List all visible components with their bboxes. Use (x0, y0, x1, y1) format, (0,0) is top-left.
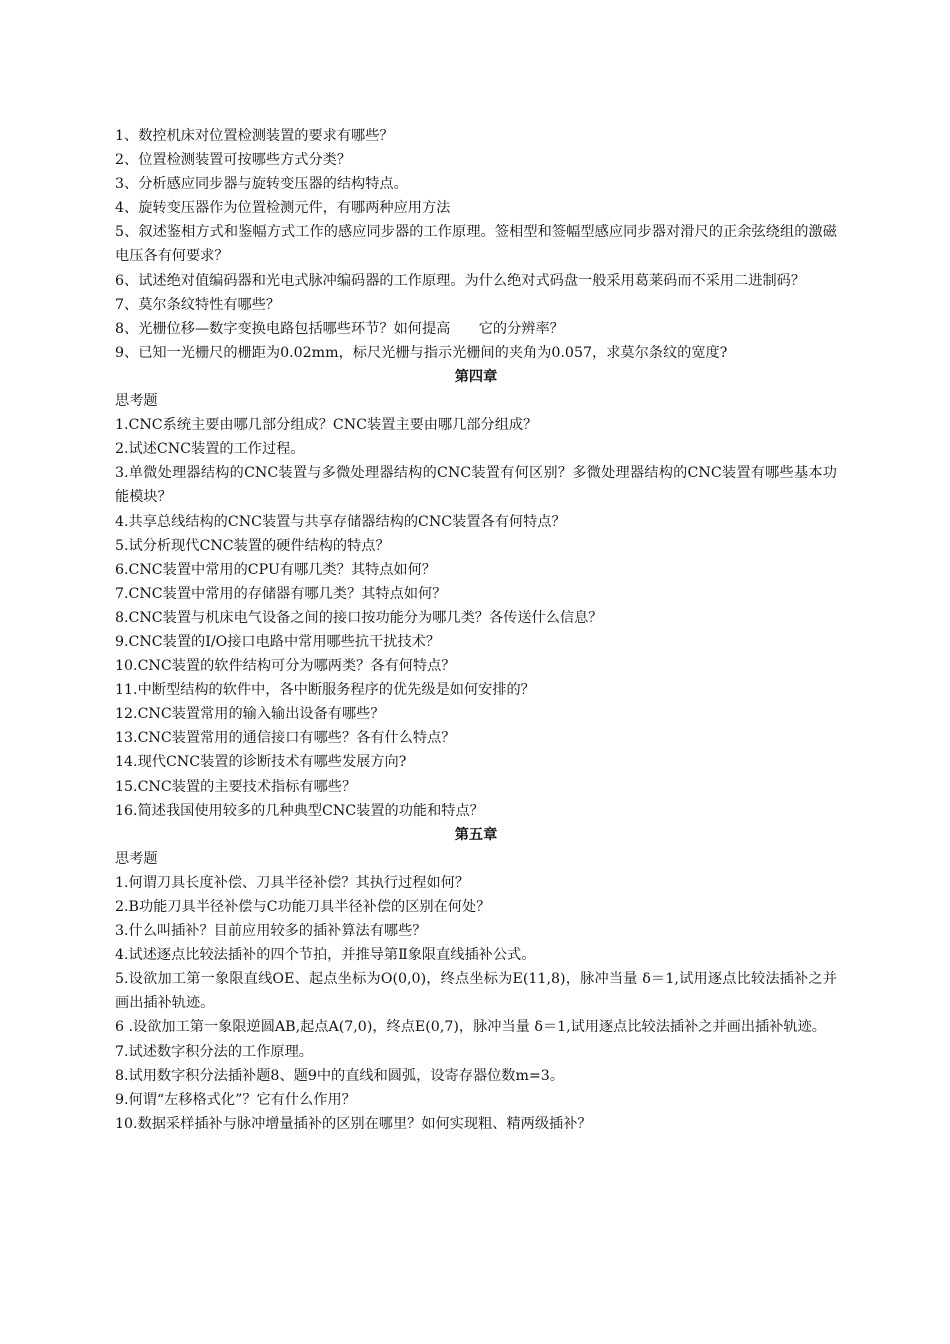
chapter5-title: 第五章 (454, 826, 498, 843)
question-item: 8.CNC装置与机床电气设备之间的接口按功能分为哪几类？各传送什么信息？ (115, 609, 603, 626)
question-item: 15.CNC装置的主要技术指标有哪些？ (115, 778, 357, 795)
question-item: 1、数控机床对位置检测装置的要求有哪些？ (115, 128, 394, 144)
chapter4-question-list (115, 413, 837, 823)
question-item: 5.试分析现代CNC装置的硬件结构的特点？ (115, 537, 390, 554)
question-item: 10.数据采样插补与脉冲增量插补的区别在哪里？如何实现粗、精两级插补？ (115, 1115, 592, 1132)
question-item: 1.何谓刀具长度补偿、刀具半径补偿？其执行过程如何？ (115, 874, 470, 891)
question-item: 2.B功能刀具半径补偿与C功能刀具半径补偿的区别在何处？ (115, 899, 491, 915)
question-item: 14.现代CNC装置的诊断技术有哪些发展方向? (115, 754, 407, 771)
question-item: 8、光栅位移—数字变换电路包括哪些环节？如何提高 它的分辨率？ (115, 320, 564, 337)
question-item: 7、莫尔条纹特性有哪些？ (115, 296, 281, 313)
question-item: 9.CNC装置的I/O接口电路中常用哪些抗干扰技术？ (115, 633, 441, 650)
question-item: 7.试述数字积分法的工作原理。 (115, 1043, 313, 1060)
question-item: 13.CNC装置常用的通信接口有哪些？各有什么特点？ (115, 730, 456, 747)
question-item: 4、旋转变压器作为位置检测元件，有哪两种应用方法 (115, 200, 451, 217)
chapter5-subtitle: 思考题 (115, 850, 158, 867)
question-item: 6.CNC装置中常用的CPU有哪几类？其特点如何？ (115, 561, 436, 578)
question-item: 4.共享总线结构的CNC装置与共享存储器结构的CNC装置各有何特点？ (115, 513, 566, 530)
question-item: 12.CNC装置常用的输入输出设备有哪些？ (115, 706, 385, 723)
question-item: 3、分析感应同步器与旋转变压器的结构特点。 (115, 176, 408, 193)
question-item: 9、已知一光栅尺的栅距为0.02mm，标尺光栅与指示光栅间的夹角为0.057，求莫尔条纹的宽度? (115, 344, 728, 361)
question-item: 6 .设欲加工第一象限逆圆AB,起点A(7,0)，终点E(0,7)，脉冲当量 δ＝1,试用逐点比较法插补之并画出插补轨迹。 (115, 1019, 826, 1036)
chapter3-question-list (115, 124, 837, 365)
question-item: 1.CNC系统主要由哪几部分组成？CNC装置主要由哪几部分组成？ (115, 417, 538, 434)
chapter4-title: 第四章 (454, 368, 498, 385)
question-item: 10.CNC装置的软件结构可分为哪两类？各有何特点？ (115, 658, 456, 675)
question-item: 3.单微处理器结构的CNC装置与多微处理器结构的CNC装置有何区别？多微处理器结构的CNC装置有哪些基本功能模块？ (115, 465, 837, 506)
question-item: 5、叙述鉴相方式和鉴幅方式工作的感应同步器的工作原理。签相型和签幅型感应同步器对滑尺的正余弦绕组的激磁电压各有何要求？ (115, 224, 837, 265)
chapter4-subtitle: 思考题 (115, 393, 158, 410)
chapter5-question-list (115, 871, 837, 1136)
question-item: 11.中断型结构的软件中，各中断服务程序的优先级是如何安排的？ (115, 682, 535, 699)
question-item: 5.设欲加工第一象限直线OE、起点坐标为O(0,0)，终点坐标为E(11,8)，脉冲当量 δ＝1,试用逐点比较法插补之并画出插补轨迹。 (115, 971, 837, 1012)
document-page (115, 124, 837, 1136)
question-item: 3.什么叫插补？目前应用较多的插补算法有哪些？ (115, 923, 427, 940)
question-item: 16.简述我国使用较多的几种典型CNC装置的功能和特点？ (115, 802, 484, 819)
question-item: 9.何谓“左移格式化”？它有什么作用？ (115, 1091, 356, 1108)
question-item: 2、位置检测装置可按哪些方式分类？ (115, 152, 352, 169)
question-item: 7.CNC装置中常用的存储器有哪几类？其特点如何？ (115, 585, 447, 602)
question-item: 2.试述CNC装置的工作过程。 (115, 441, 305, 458)
question-item: 4.试述逐点比较法插补的四个节拍，并推导第Ⅱ象限直线插补公式。 (115, 947, 536, 964)
question-item: 8.试用数字积分法插补题8、题9中的直线和圆弧，设寄存器位数m=3。 (115, 1067, 565, 1084)
question-item: 6、试述绝对值编码器和光电式脉冲编码器的工作原理。为什么绝对式码盘一般采用葛莱码而不采用二进制码？ (115, 272, 806, 289)
